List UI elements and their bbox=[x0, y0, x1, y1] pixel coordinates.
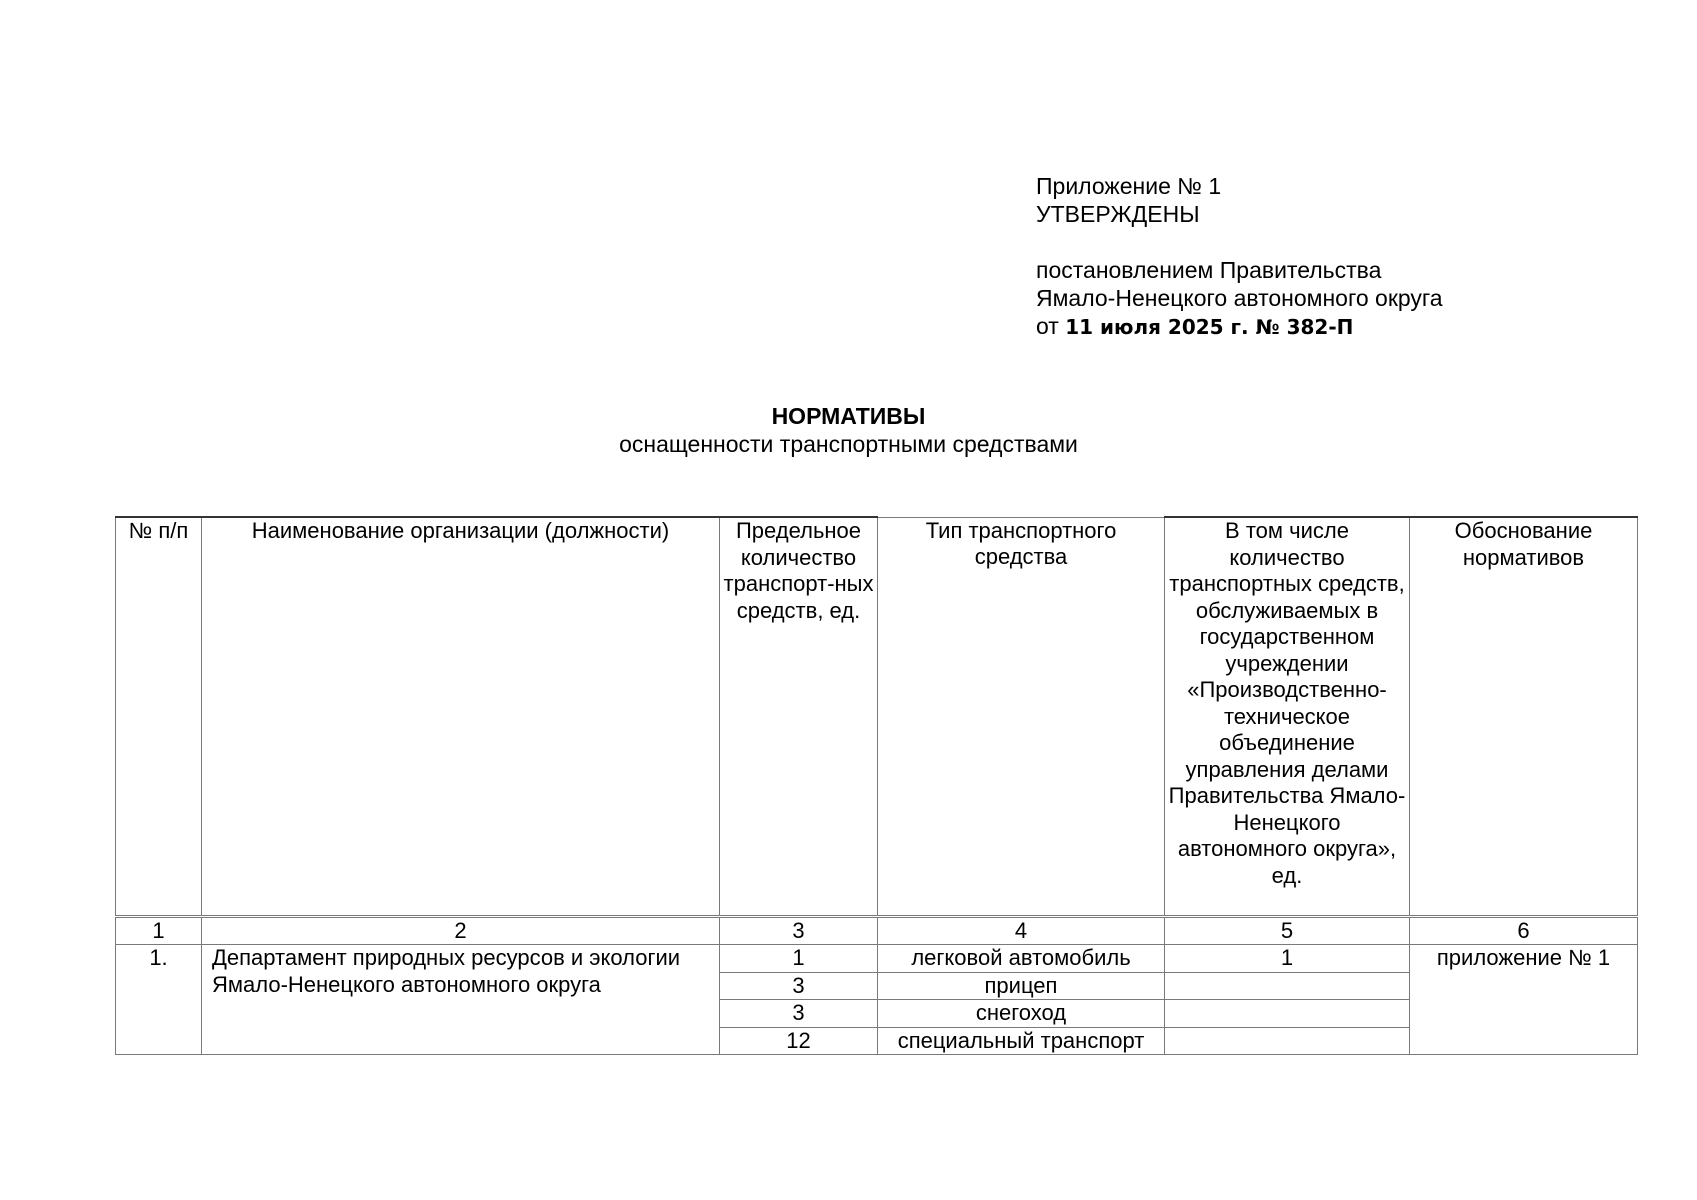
column-number: 3 bbox=[720, 916, 878, 945]
date-prefix: от bbox=[1036, 313, 1059, 339]
approval-block bbox=[1036, 172, 1443, 341]
resolution-line: постановлением Правительства bbox=[1036, 257, 1382, 283]
serviced-quantity bbox=[1165, 1000, 1410, 1028]
resolution-date bbox=[1036, 312, 1443, 341]
serviced-quantity bbox=[1165, 1027, 1410, 1055]
date-number: 11 июля 2025 г. № 382-П bbox=[1065, 315, 1354, 339]
header-max-quantity: Предельное количество транспорт-ных средств, ед. bbox=[720, 517, 878, 916]
serviced-quantity: 1 bbox=[1165, 945, 1410, 973]
header-basis: Обоснование нормативов bbox=[1410, 517, 1638, 916]
approved-label: УТВЕРЖДЕНЫ bbox=[1036, 201, 1200, 227]
vehicle-quantity: 1 bbox=[720, 945, 878, 973]
column-number: 1 bbox=[116, 916, 202, 945]
table-row bbox=[116, 945, 1638, 973]
column-number: 4 bbox=[878, 916, 1165, 945]
document-title bbox=[0, 402, 1697, 458]
vehicle-type: снегоход bbox=[878, 1000, 1165, 1028]
column-number-row bbox=[116, 916, 1638, 945]
header-organization: Наименование организации (должности) bbox=[202, 517, 720, 916]
norms-table bbox=[115, 516, 1638, 1055]
vehicle-type: легковой автомобиль bbox=[878, 945, 1165, 973]
organization-name: Департамент природных ресурсов и экологии Ямало-Ненецкого автономного округа bbox=[202, 945, 720, 1055]
header-row bbox=[116, 517, 1638, 916]
column-number: 5 bbox=[1165, 916, 1410, 945]
header-serviced-quantity: В том числе количество транспортных средств, обслуживаемых в государственном учреждении «Производственно-техническое объединение управления делами Правительства Ямало-Ненецкого автономного округа», ед. bbox=[1165, 517, 1410, 916]
vehicle-quantity: 3 bbox=[720, 1000, 878, 1028]
vehicle-type: прицеп bbox=[878, 972, 1165, 1000]
row-number: 1. bbox=[116, 945, 202, 1055]
norm-basis: приложение № 1 bbox=[1410, 945, 1638, 1055]
appendix-label: Приложение № 1 bbox=[1036, 173, 1222, 199]
government-line: Ямало-Ненецкого автономного округа bbox=[1036, 285, 1443, 311]
vehicle-type: специальный транспорт bbox=[878, 1027, 1165, 1055]
title-heading: НОРМАТИВЫ bbox=[771, 403, 926, 429]
header-number: № п/п bbox=[116, 517, 202, 916]
vehicle-quantity: 12 bbox=[720, 1027, 878, 1055]
title-subheading: оснащенности транспортными средствами bbox=[619, 431, 1078, 457]
header-vehicle-type: Тип транспортного средства bbox=[878, 517, 1165, 916]
vehicle-quantity: 3 bbox=[720, 972, 878, 1000]
serviced-quantity bbox=[1165, 972, 1410, 1000]
column-number: 6 bbox=[1410, 916, 1638, 945]
column-number: 2 bbox=[202, 916, 720, 945]
